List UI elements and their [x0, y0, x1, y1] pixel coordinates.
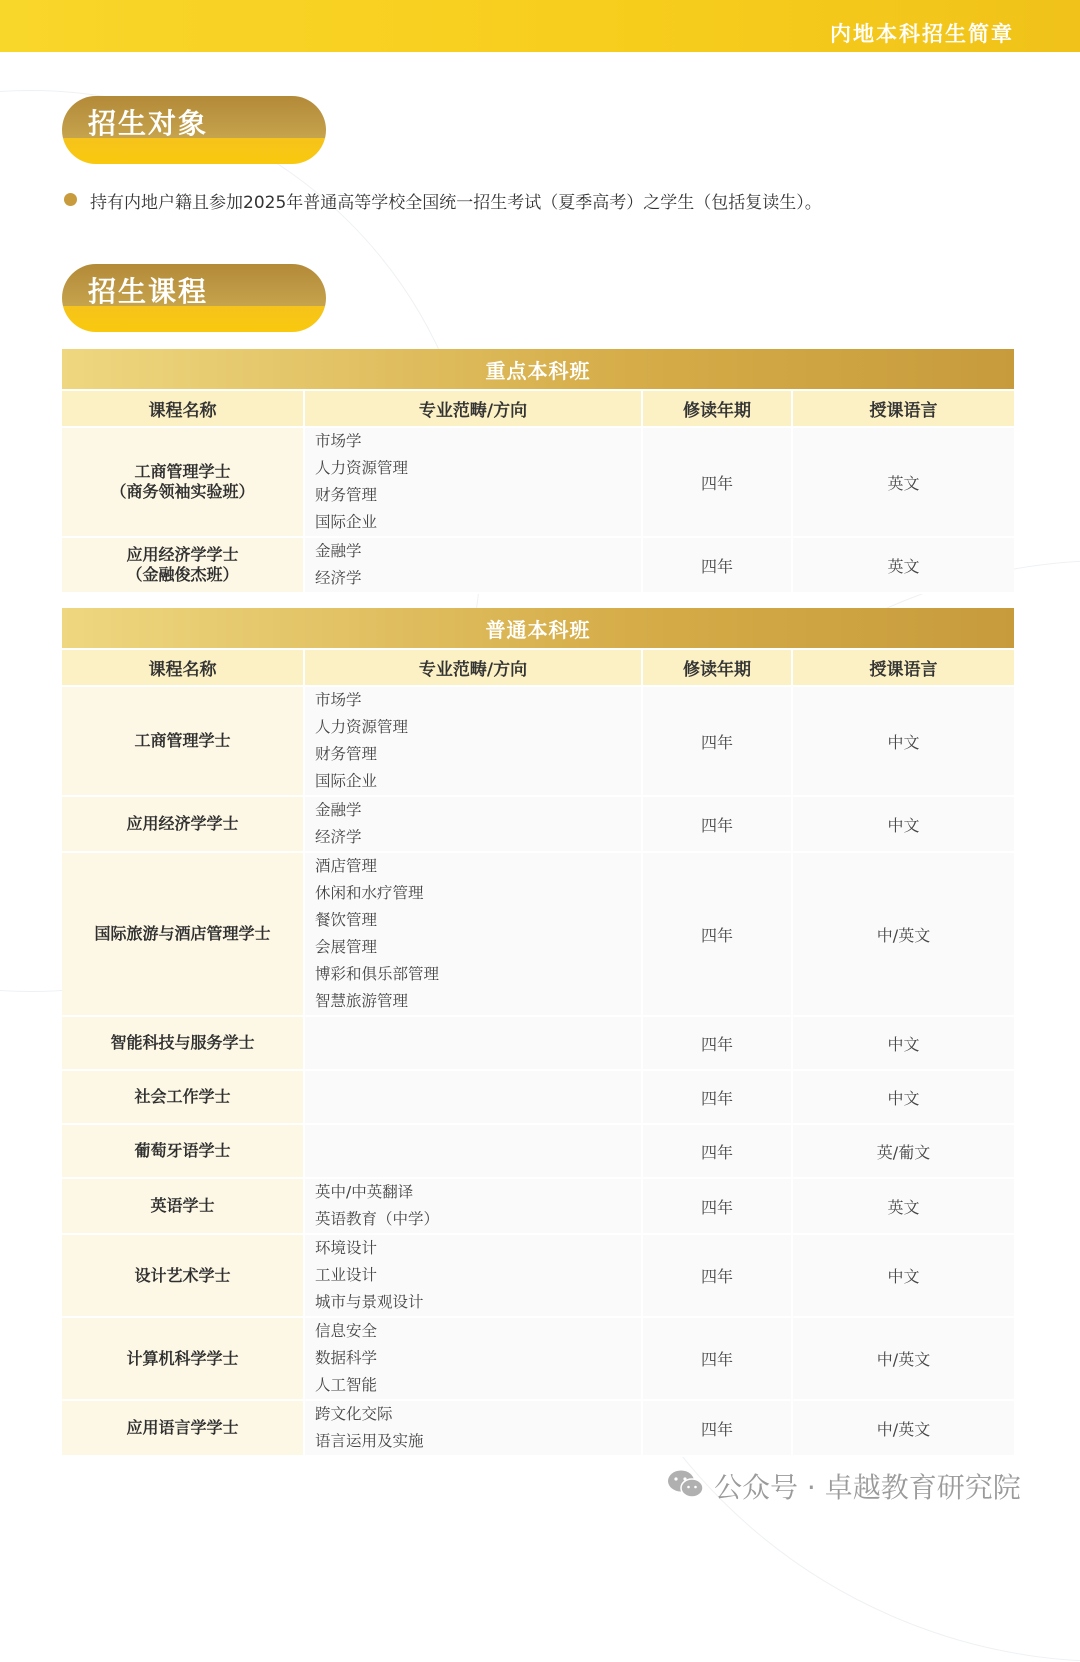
major-list-cell	[304, 1234, 642, 1317]
major-item: 数据科学	[315, 1349, 378, 1367]
course-name: （商务领袖实验班）	[110, 482, 255, 501]
language-cell: 英/葡文	[792, 1124, 1014, 1178]
major-list-cell	[304, 1070, 642, 1124]
column-header-major: 专业范畴/方向	[304, 649, 642, 686]
study-years-cell: 四年	[642, 796, 792, 852]
wechat-icon	[666, 1469, 706, 1499]
language-cell: 中/英文	[792, 1317, 1014, 1400]
course-name: （金融俊杰班）	[126, 565, 239, 584]
language-cell: 中/英文	[792, 852, 1014, 1016]
study-years-cell: 四年	[642, 852, 792, 1016]
eligibility-text: 持有内地户籍且参加2025年普通高等学校全国统一招生考试（夏季高考）之学生（包括复读生）。	[90, 193, 822, 213]
page-title: 内地本科招生简章	[830, 22, 1014, 46]
table-row	[62, 686, 1014, 796]
column-header-years: 修读年期	[642, 649, 792, 686]
footer-account: 公众号 · 卓越教育研究院	[714, 1471, 1021, 1504]
course-name: 葡萄牙语学士	[134, 1141, 231, 1160]
course-name: 计算机科学学士	[126, 1348, 239, 1368]
language-cell: 英文	[792, 1178, 1014, 1234]
course-name-cell	[62, 427, 304, 537]
major-list-cell	[304, 537, 642, 593]
regular-program-table	[62, 608, 1014, 1457]
major-item: 酒店管理	[315, 857, 378, 875]
table-caption: 普通本科班	[62, 608, 1014, 649]
top-banner	[0, 0, 1080, 52]
major-item: 金融学	[315, 542, 362, 560]
column-header-years: 修读年期	[642, 390, 792, 427]
table-row	[62, 427, 1014, 537]
section-heading-label: 招生课程	[88, 275, 209, 308]
language-cell: 中文	[792, 1070, 1014, 1124]
course-name-cell	[62, 1400, 304, 1456]
course-name-cell	[62, 1234, 304, 1317]
course-name: 工商管理学士	[134, 462, 231, 481]
major-item: 人力资源管理	[315, 459, 409, 477]
major-item: 英中/中英翻译	[315, 1183, 414, 1201]
section-heading-courses	[62, 264, 326, 332]
major-list-cell	[304, 1016, 642, 1070]
study-years-cell: 四年	[642, 1070, 792, 1124]
course-name: 应用经济学学士	[126, 545, 239, 564]
course-name-cell	[62, 1317, 304, 1400]
language-cell: 英文	[792, 537, 1014, 593]
language-cell: 中文	[792, 1016, 1014, 1070]
major-list-cell	[304, 427, 642, 537]
language-cell: 英文	[792, 427, 1014, 537]
table-row	[62, 1317, 1014, 1400]
major-item: 信息安全	[315, 1322, 378, 1340]
language-cell: 中文	[792, 796, 1014, 852]
table-row	[62, 1124, 1014, 1178]
major-item: 英语教育（中学）	[315, 1210, 440, 1228]
course-name-cell	[62, 1178, 304, 1234]
study-years-cell: 四年	[642, 1016, 792, 1070]
column-header-course-name: 课程名称	[62, 390, 304, 427]
course-name-cell	[62, 686, 304, 796]
course-name: 应用语言学学士	[126, 1418, 239, 1437]
major-item: 人工智能	[315, 1376, 378, 1394]
language-cell: 中/英文	[792, 1400, 1014, 1456]
study-years-cell: 四年	[642, 1124, 792, 1178]
major-item: 工业设计	[315, 1266, 378, 1284]
study-years-cell: 四年	[642, 427, 792, 537]
course-name: 设计艺术学士	[134, 1265, 231, 1285]
course-name: 应用经济学学士	[126, 814, 239, 833]
major-list-cell	[304, 852, 642, 1016]
major-item: 经济学	[315, 569, 362, 587]
study-years-cell: 四年	[642, 1317, 792, 1400]
major-item: 市场学	[315, 691, 362, 709]
major-item: 财务管理	[315, 486, 378, 504]
course-name-cell	[62, 796, 304, 852]
course-name: 工商管理学士	[134, 731, 231, 750]
major-item: 跨文化交际	[315, 1405, 393, 1423]
course-name: 英语学士	[150, 1196, 215, 1215]
major-item: 餐饮管理	[315, 911, 378, 929]
major-item: 财务管理	[315, 745, 378, 763]
table-row	[62, 1234, 1014, 1317]
table-row	[62, 537, 1014, 593]
major-item: 市场学	[315, 432, 362, 450]
language-cell: 中文	[792, 686, 1014, 796]
language-cell: 中文	[792, 1234, 1014, 1317]
major-item: 环境设计	[315, 1239, 378, 1257]
table-caption: 重点本科班	[62, 349, 1014, 390]
course-name: 国际旅游与酒店管理学士	[94, 924, 271, 943]
key-program-table	[62, 349, 1014, 594]
major-item: 国际企业	[315, 513, 378, 531]
study-years-cell: 四年	[642, 537, 792, 593]
study-years-cell: 四年	[642, 1234, 792, 1317]
study-years-cell: 四年	[642, 686, 792, 796]
column-header-language: 授课语言	[792, 390, 1014, 427]
section-heading-label: 招生对象	[88, 107, 209, 140]
table-row	[62, 796, 1014, 852]
table-row	[62, 1400, 1014, 1456]
major-list-cell	[304, 1124, 642, 1178]
major-list-cell	[304, 686, 642, 796]
course-name-cell	[62, 1070, 304, 1124]
major-list-cell	[304, 796, 642, 852]
course-name-cell	[62, 537, 304, 593]
table-row	[62, 852, 1014, 1016]
table-row	[62, 1178, 1014, 1234]
course-name: 社会工作学士	[134, 1087, 231, 1106]
major-list-cell	[304, 1317, 642, 1400]
major-list-cell	[304, 1400, 642, 1456]
course-name-cell	[62, 852, 304, 1016]
major-item: 经济学	[315, 828, 362, 846]
table-row	[62, 1070, 1014, 1124]
major-item: 休闲和水疗管理	[315, 884, 424, 902]
major-item: 智慧旅游管理	[315, 992, 409, 1010]
major-item: 人力资源管理	[315, 718, 409, 736]
major-item: 国际企业	[315, 772, 378, 790]
column-header-course-name: 课程名称	[62, 649, 304, 686]
course-name: 智能科技与服务学士	[110, 1033, 255, 1052]
major-item: 金融学	[315, 801, 362, 819]
major-item: 语言运用及实施	[315, 1432, 424, 1450]
major-list-cell	[304, 1178, 642, 1234]
section-heading-target	[62, 96, 326, 164]
major-item: 会展管理	[315, 938, 378, 956]
column-header-language: 授课语言	[792, 649, 1014, 686]
major-item: 城市与景观设计	[315, 1293, 424, 1311]
study-years-cell: 四年	[642, 1400, 792, 1456]
bullet-icon	[64, 193, 77, 206]
course-name-cell	[62, 1124, 304, 1178]
course-name-cell	[62, 1016, 304, 1070]
major-item: 博彩和俱乐部管理	[315, 965, 440, 983]
table-row	[62, 1016, 1014, 1070]
study-years-cell: 四年	[642, 1178, 792, 1234]
column-header-major: 专业范畴/方向	[304, 390, 642, 427]
